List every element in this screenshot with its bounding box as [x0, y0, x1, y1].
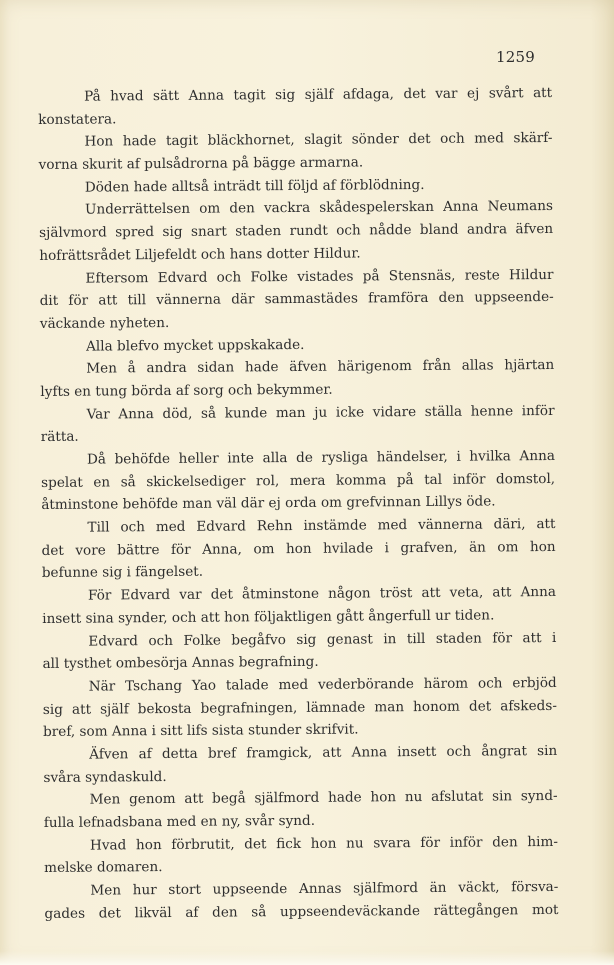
text-line: dit för att till vännerna där sammastädes framföra den uppseende-	[39, 289, 554, 310]
page-body-text	[38, 82, 559, 925]
text-line: sig att själf bekosta begrafningen, lämnade man honom det afskeds-	[42, 697, 557, 718]
text-line: konstatera.	[38, 111, 117, 128]
text-line: melske domaren.	[44, 859, 163, 877]
text-line: fulla lefnadsbana med en ny, svår synd.	[43, 812, 316, 831]
text-line: Men å andra sidan hade äfven härigenom från allas hjärtan	[86, 357, 555, 377]
text-line: befunne sig i fängelset.	[41, 564, 204, 582]
text-line: rätta.	[40, 429, 79, 446]
text-line: Men hur stort uppseende Annas själfmord än väckt, försva-	[90, 879, 559, 899]
text-line: För Edvard var det åtminstone någon tröst att veta, att Anna	[87, 584, 557, 604]
text-line: Till och med Edvard Rehn instämde med vännerna däri, att	[87, 516, 556, 536]
text-line: lyfts en tung börda af sorg och bekymmer.	[40, 381, 333, 400]
text-line: Alla blefvo mycket uppskakade.	[85, 336, 305, 355]
text-line: insett sina synder, och att hon följaktligen gått ångerfull ur tiden.	[42, 607, 495, 627]
text-line: det vore bättre för Anna, om hon hvilade i grafven, än om hon	[41, 538, 556, 559]
text-line: självmord spred sig snart staden rundt och nådde bland andra äfven	[39, 221, 554, 242]
text-line: Äfven af detta bref framgick, att Anna insett och ångrat sin	[89, 742, 558, 763]
text-line: åtminstone behöfde man väl där ej orda om grefvinnan Lillys öde.	[41, 493, 496, 514]
text-line: På hvad sätt Anna tagit sig själf afdaga, det var ej svårt att	[84, 84, 553, 105]
text-line: väckande nyheten.	[39, 314, 170, 332]
text-line: hofrättsrådet Liljefeldt och hans dotter Hildur.	[39, 245, 361, 264]
text-line: gades det likväl af den så uppseendeväckande rättegången mot	[44, 901, 559, 922]
text-line: Eftersom Edvard och Folke vistades på Stensnäs, reste Hildur	[85, 266, 554, 287]
text-line: Underrättelsen om den vackra skådespelerskan Anna Neumans	[84, 198, 554, 219]
text-line: Men genom att begå själfmord hade hon nu afslutat sin synd-	[89, 788, 558, 808]
text-line: Hvad hon förbrutit, det fick hon nu svara för inför den him-	[89, 833, 559, 854]
text-line: vorna skurit af pulsådrorna på bägge armarna.	[38, 154, 364, 174]
text-line: all tysthet ombesörja Annas begrafning.	[42, 654, 319, 673]
text-line: Edvard och Folke begåfvo sig genast in till staden för att i	[88, 629, 557, 650]
text-line: När Tschang Yao talade med vederbörande härom och erbjöd	[88, 674, 557, 695]
text-line: Var Anna död, så kunde man ju icke vidare ställa henne inför	[86, 402, 555, 423]
text-line: Då behöfde heller inte alla de rysliga händelser, i hvilka Anna	[86, 447, 555, 468]
text-line: svåra syndaskuld.	[43, 768, 167, 786]
text-line: Döden hade alltså inträdt till följd af förblödning.	[84, 176, 425, 196]
text-line: Hon hade tagit bläckhornet, slagit sönder det och med skärf-	[84, 130, 553, 151]
text-line: bref, som Anna i sitt lifs sista stunder skrifvit.	[43, 721, 359, 741]
page-number: 1259	[496, 48, 535, 66]
text-line: spelat en så skickelsediger rol, mera komma på tal inför domstol,	[41, 470, 556, 491]
